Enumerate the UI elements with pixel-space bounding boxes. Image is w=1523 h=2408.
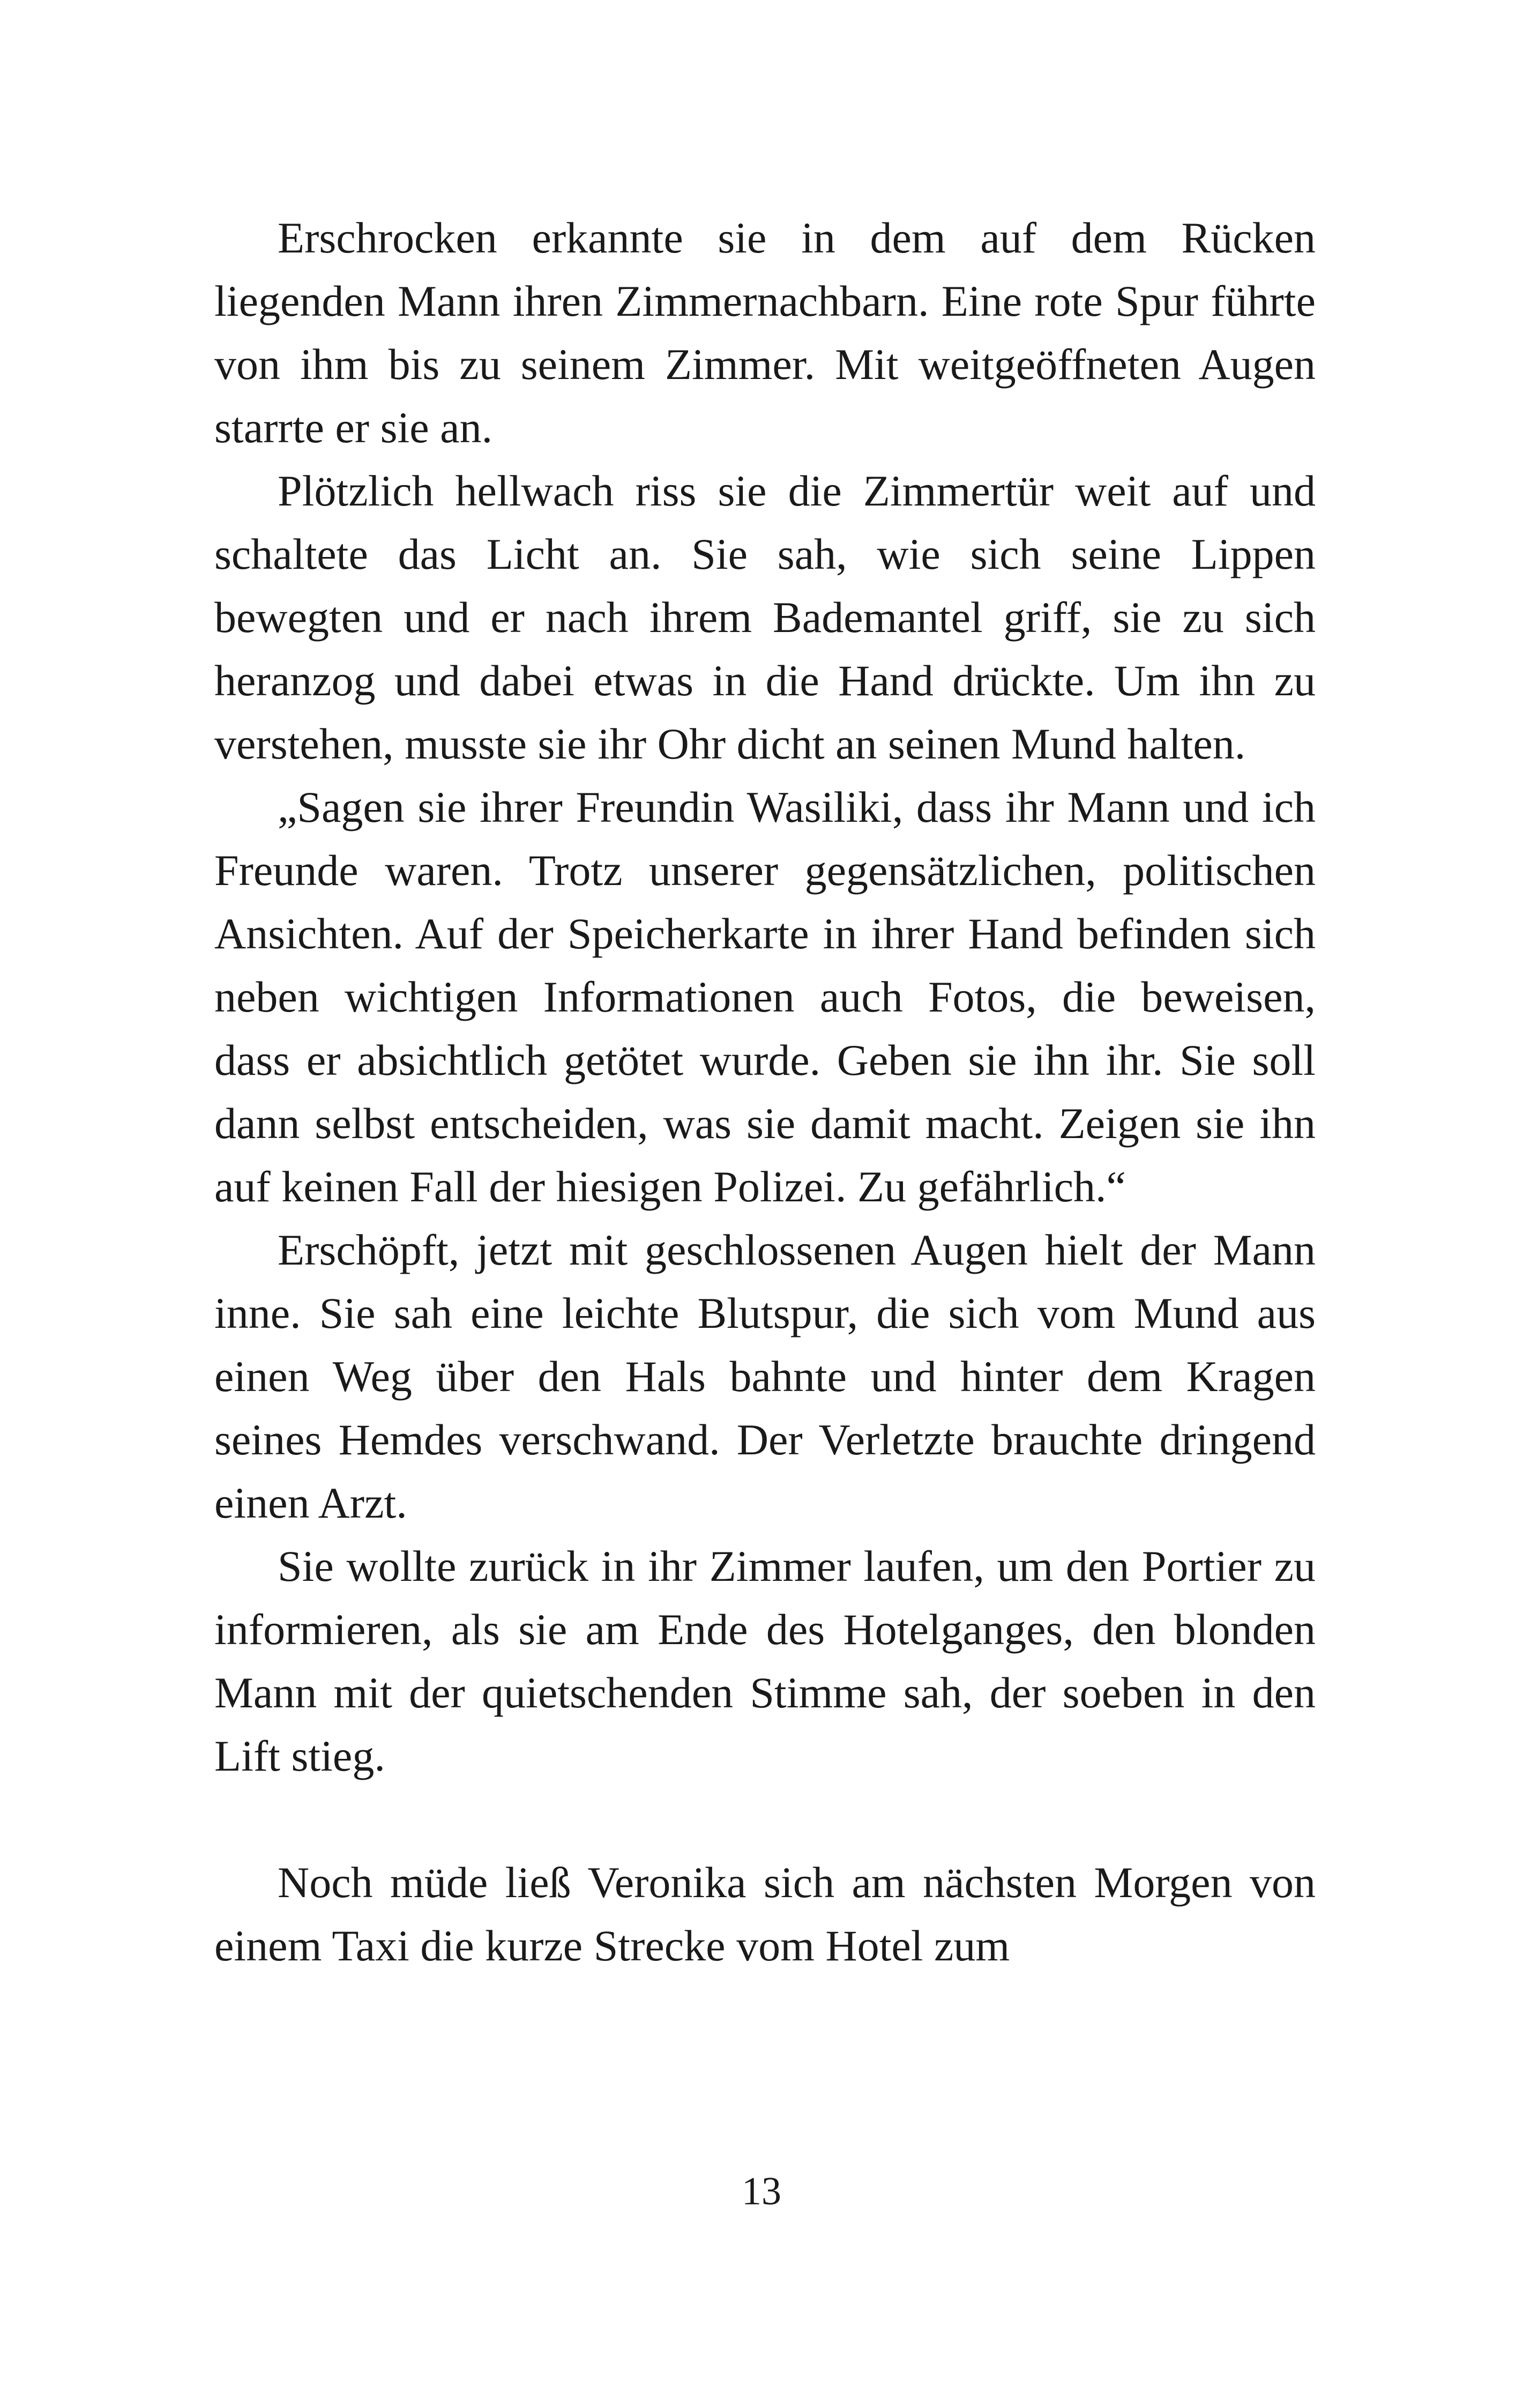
paragraph-3: „Sagen sie ihrer Freundin Wasiliki, dass ihr Mann und ich Freunde waren. Trotz unserer gegensätzlichen, politischen Ansichten. Auf der Speicherkarte in ihrer Hand befinden sich neben wichtigen Informationen auch Fotos, die beweisen, dass er absichtlich getötet wurde. Geben sie ihn ihr. Sie soll dann selbst entscheiden, was sie damit macht. Zeigen sie ihn auf keinen Fall der hiesigen Polizei. Zu gefährlich.“ — [214, 783, 1316, 1211]
page-number: 13 — [742, 2169, 781, 2213]
body-text — [214, 206, 1316, 1978]
paragraph-1: Erschrocken erkannte sie in dem auf dem Rücken liegenden Mann ihren Zimmernachbarn. Eine rote Spur führte von ihm bis zu seinem Zimmer. Mit weitgeöffneten Augen starrte er sie an. — [214, 213, 1316, 452]
paragraph-4: Erschöpft, jetzt mit geschlossenen Augen hielt der Mann inne. Sie sah eine leichte Blutspur, die sich vom Mund aus einen Weg über den Hals bahnte und hinter dem Kragen seines Hemdes verschwand. Der Verletzte brauchte dringend einen Arzt. — [214, 1225, 1316, 1527]
paragraph-6: Noch müde ließ Veronika sich am nächsten Morgen von einem Taxi die kurze Strecke vom Hotel zum — [214, 1858, 1316, 1970]
paragraph-2: Plötzlich hellwach riss sie die Zimmertür weit auf und schaltete das Licht an. Sie sah, wie sich seine Lippen bewegten und er nach ihrem Bademantel griff, sie zu sich heranzog und dabei etwas in die Hand drückte. Um ihn zu verstehen, musste sie ihr Ohr dicht an seinen Mund halten. — [214, 466, 1316, 768]
paragraph-5: Sie wollte zurück in ihr Zimmer laufen, um den Portier zu informieren, als sie am Ende des Hotelganges, den blonden Mann mit der quietschenden Stimme sah, der soeben in den Lift stieg. — [214, 1542, 1316, 1780]
